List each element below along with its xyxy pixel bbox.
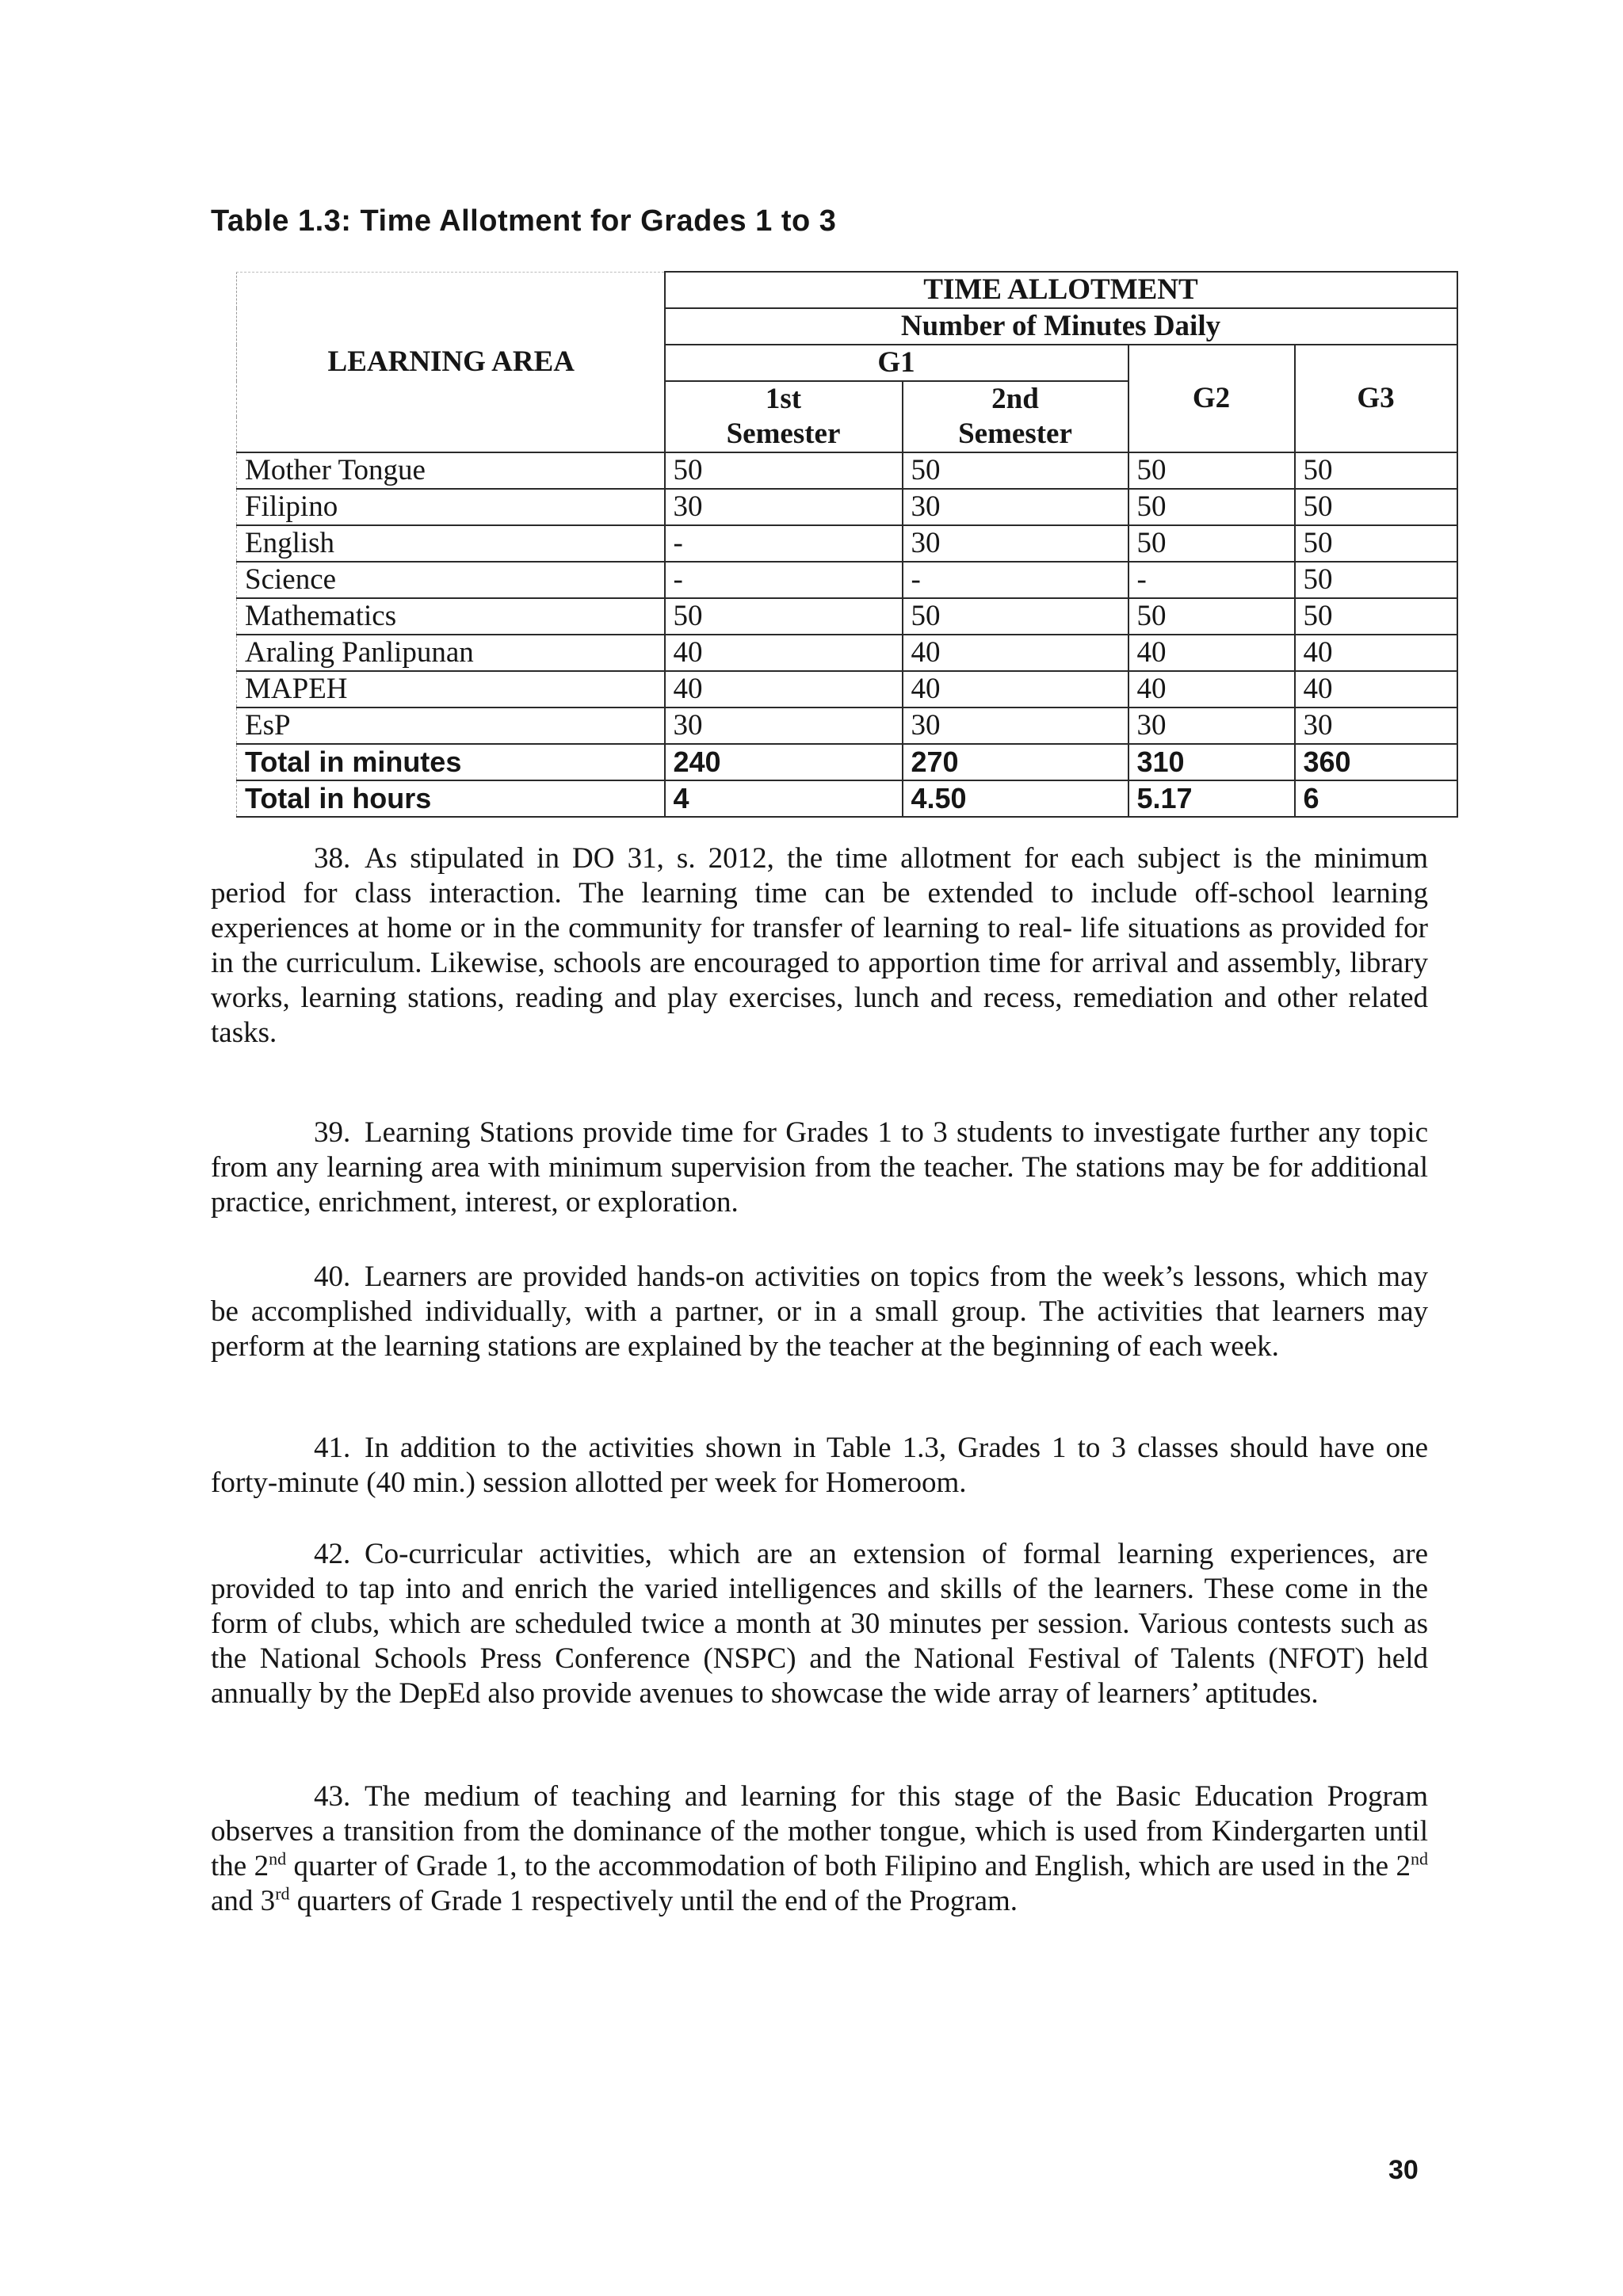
g3-total-cell: 360 — [1295, 744, 1457, 780]
total-hours-row — [237, 780, 1457, 817]
sem2-total-cell: 270 — [903, 744, 1128, 780]
learning-area-cell: EsP — [237, 707, 665, 744]
minutes-daily-header: Number of Minutes Daily — [665, 308, 1457, 345]
g3-cell: 30 — [1295, 707, 1457, 744]
g3-cell: 50 — [1295, 598, 1457, 635]
g1-header: G1 — [665, 345, 1128, 381]
sem2-header-line1: 2nd — [903, 381, 1128, 417]
paragraph-40 — [211, 1260, 1428, 1364]
sem2-header-line2: Semester — [903, 417, 1128, 452]
learning-area-cell: Filipino — [237, 489, 665, 525]
table-row — [237, 525, 1457, 562]
sem2-cell: 30 — [903, 707, 1128, 744]
g2-cell: 50 — [1128, 598, 1295, 635]
paragraph-text: quarter of Grade 1, to the accommodation of both Filipino and English, which are used in the 2 — [286, 1850, 1411, 1882]
sem2-cell: - — [903, 562, 1128, 598]
paragraph-number: 43. — [314, 1780, 351, 1813]
paragraph-text: Co-curricular activities, which are an extension of formal learning experiences, are provided to tap into and enrich the varied intelligences and skills of the learners. These come in the form of clubs, which are scheduled twice a month at 30 minutes per session. Various contests such as the National Schools Press Conference (NSPC) and the National Festival of Talents (NFOT) held annually by the DepEd also provide avenues to showcase the wide array of learners’ aptitudes. — [211, 1538, 1428, 1710]
paragraph-text: quarters of Grade 1 respectively until the end of the Program. — [289, 1885, 1018, 1917]
g2-cell: 40 — [1128, 671, 1295, 707]
g3-cell: 50 — [1295, 525, 1457, 562]
g2-header: G2 — [1128, 345, 1295, 452]
paragraph-number: 42. — [314, 1538, 351, 1570]
table-row — [237, 635, 1457, 671]
total-minutes-row — [237, 744, 1457, 780]
learning-area-cell: MAPEH — [237, 671, 665, 707]
sem1-cell: 30 — [665, 707, 903, 744]
g3-total-cell: 6 — [1295, 780, 1457, 817]
paragraph-text: In addition to the activities shown in Table 1.3, Grades 1 to 3 classes should have one forty-minute (40 min.) session allotted per week for Homeroom. — [211, 1432, 1428, 1499]
g2-total-cell: 310 — [1128, 744, 1295, 780]
g2-cell: 50 — [1128, 489, 1295, 525]
paragraph-text: Learning Stations provide time for Grades 1 to 3 students to investigate further any topic from any learning area with minimum supervision from the teacher. The stations may be for additional practice, enrichment, interest, or exploration. — [211, 1116, 1428, 1219]
g3-header: G3 — [1295, 345, 1457, 452]
g3-cell: 50 — [1295, 562, 1457, 598]
learning-area-header: LEARNING AREA — [237, 272, 665, 452]
paragraph-43 — [211, 1779, 1428, 1919]
table-row — [237, 671, 1457, 707]
sem2-cell: 30 — [903, 489, 1128, 525]
g2-cell: 40 — [1128, 635, 1295, 671]
paragraph-text: As stipulated in DO 31, s. 2012, the time allotment for each subject is the minimum period for class interaction. The learning time can be extended to include off-school learning experiences at home or in the community for transfer of learning to real- life situations as provided for in the curriculum. Likewise, schools are encouraged to apportion time for arrival and assembly, library works, learning stations, reading and play exercises, lunch and recess, remediation and other related tasks. — [211, 842, 1428, 1049]
sem1-header-line1: 1st — [665, 381, 903, 417]
sem1-cell: 40 — [665, 671, 903, 707]
table-caption: Table 1.3: Time Allotment for Grades 1 to 3 — [211, 204, 837, 238]
learning-area-cell: Araling Panlipunan — [237, 635, 665, 671]
table-row — [237, 562, 1457, 598]
sem2-total-cell: 4.50 — [903, 780, 1128, 817]
table-row — [237, 452, 1457, 489]
time-allotment-table — [236, 271, 1458, 818]
table-row — [237, 707, 1457, 744]
paragraph-39 — [211, 1116, 1428, 1220]
g2-total-cell: 5.17 — [1128, 780, 1295, 817]
paragraph-41 — [211, 1431, 1428, 1501]
g3-cell: 50 — [1295, 452, 1457, 489]
paragraph-number: 38. — [314, 842, 351, 875]
sem1-cell: - — [665, 525, 903, 562]
ordinal-suffix: nd — [269, 1848, 287, 1869]
paragraph-38 — [211, 841, 1428, 1051]
paragraph-number: 41. — [314, 1432, 351, 1464]
table-row — [237, 489, 1457, 525]
g2-cell: 30 — [1128, 707, 1295, 744]
sem1-total-cell: 4 — [665, 780, 903, 817]
time-allotment-header: TIME ALLOTMENT — [665, 272, 1457, 308]
sem2-cell: 40 — [903, 671, 1128, 707]
total-label-cell: Total in minutes — [237, 744, 665, 780]
paragraph-text: and 3 — [211, 1885, 276, 1917]
sem1-cell: 50 — [665, 452, 903, 489]
g2-cell: 50 — [1128, 452, 1295, 489]
learning-area-cell: Mathematics — [237, 598, 665, 635]
total-label-cell: Total in hours — [237, 780, 665, 817]
g3-cell: 40 — [1295, 671, 1457, 707]
sem1-cell: 40 — [665, 635, 903, 671]
sem1-cell: 30 — [665, 489, 903, 525]
sem2-cell: 50 — [903, 452, 1128, 489]
g2-cell: 50 — [1128, 525, 1295, 562]
sem2-cell: 40 — [903, 635, 1128, 671]
sem1-cell: 50 — [665, 598, 903, 635]
sem1-total-cell: 240 — [665, 744, 903, 780]
ordinal-suffix: rd — [275, 1883, 290, 1904]
paragraph-number: 40. — [314, 1261, 351, 1293]
page-number: 30 — [1388, 2155, 1419, 2185]
learning-area-cell: Science — [237, 562, 665, 598]
table-row — [237, 598, 1457, 635]
paragraph-text: Learners are provided hands-on activities on topics from the week’s lessons, which may be accomplished individually, with a partner, or in a small group. The activities that learners may perform at the learning stations are explained by the teacher at the beginning of each week. — [211, 1261, 1428, 1363]
sem2-cell: 50 — [903, 598, 1128, 635]
learning-area-cell: English — [237, 525, 665, 562]
g2-cell: - — [1128, 562, 1295, 598]
ordinal-suffix: nd — [1411, 1848, 1429, 1869]
learning-area-cell: Mother Tongue — [237, 452, 665, 489]
paragraph-42 — [211, 1537, 1428, 1711]
sem1-header-line2: Semester — [665, 417, 903, 452]
paragraph-text: The medium of teaching and learning for this stage of the Basic Education Program observes a transition from the dominance of the mother tongue, which is used from Kindergarten until the 2 — [211, 1780, 1428, 1882]
g3-cell: 40 — [1295, 635, 1457, 671]
sem1-cell: - — [665, 562, 903, 598]
sem2-cell: 30 — [903, 525, 1128, 562]
paragraph-number: 39. — [314, 1116, 351, 1149]
g3-cell: 50 — [1295, 489, 1457, 525]
